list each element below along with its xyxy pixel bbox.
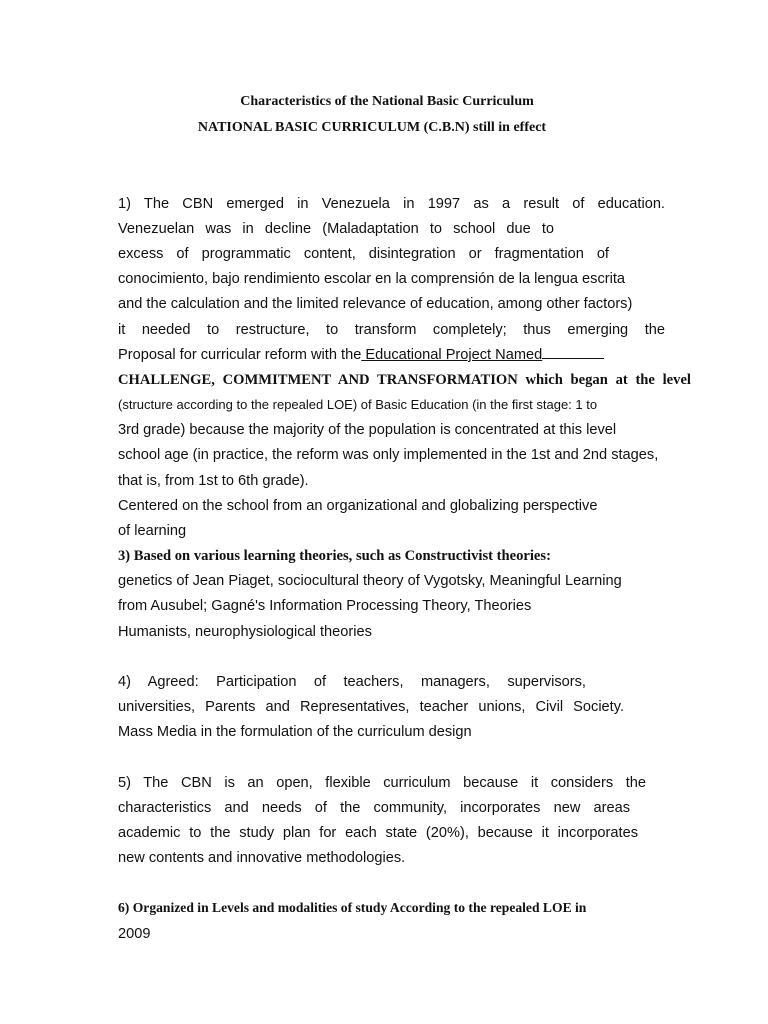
project-name-underlined: Educational Project Named — [361, 347, 543, 363]
section-heading: 3) Based on various learning theories, such as Constructivist theories: — [118, 548, 551, 564]
paragraph-line: conocimiento, bajo rendimiento escolar en la comprensión de la lengua escrita — [118, 271, 626, 287]
paragraph-line: Venezuelan was in decline (Maladaptation to school due to — [118, 221, 554, 237]
paragraph-line: excess of programmatic content, disintegration or fragmentation of — [118, 246, 609, 262]
paragraph-line: academic to the study plan for each state (20%), because it incorporates — [118, 825, 638, 841]
paragraph-line: that is, from 1st to 6th grade). — [118, 473, 309, 489]
paragraph-line: (structure according to the repealed LOE) of Basic Education (in the first stage: 1 to — [118, 397, 598, 412]
paragraph-line: Humanists, neurophysiological theories — [118, 624, 372, 640]
paragraph-line: 5) The CBN is an open, flexible curriculum because it considers the — [118, 775, 646, 791]
underline-blank — [542, 345, 604, 359]
paragraph-line — [118, 370, 691, 390]
paragraph-line: and the calculation and the limited relevance of education, among other factors) — [118, 296, 633, 312]
section-heading: 6) Organized in Levels and modalities of study According to the repealed LOE in — [118, 900, 587, 915]
paragraph-line: of learning — [118, 523, 187, 539]
reform-proposal-text: Proposal for curricular reform with the — [118, 347, 362, 363]
paragraph-line: Centered on the school from an organizational and globalizing perspective — [118, 498, 598, 514]
paragraph-line: school age (in practice, the reform was only implemented in the 1st and 2nd stages, — [118, 447, 659, 463]
paragraph-line: genetics of Jean Piaget, sociocultural theory of Vygotsky, Meaningful Learning — [118, 573, 622, 589]
paragraph-line: Mass Media in the formulation of the curriculum design — [118, 724, 472, 740]
paragraph-line: new contents and innovative methodologies. — [118, 850, 406, 866]
paragraph-line: universities, Parents and Representatives, teacher unions, Civil Society. — [118, 699, 624, 715]
paragraph-line — [118, 345, 665, 365]
paragraph-line: characteristics and needs of the community, incorporates new areas — [118, 800, 630, 816]
paragraph-line: 2009 — [118, 926, 151, 942]
paragraph-line: 1) The CBN emerged in Venezuela in 1997 as a result of education. — [118, 196, 665, 212]
paragraph-line: 3rd grade) because the majority of the population is concentrated at this level — [118, 422, 617, 438]
project-level-text: which began at the level — [517, 372, 691, 388]
document-subtitle: NATIONAL BASIC CURRICULUM (C.B.N) still in effect — [197, 120, 547, 135]
document-title: Characteristics of the National Basic Curriculum — [240, 94, 534, 109]
paragraph-line: from Ausubel; Gagné's Information Processing Theory, Theories — [118, 598, 532, 614]
project-title-bold: CHALLENGE, COMMITMENT AND TRANSFORMATION — [118, 372, 518, 388]
paragraph-line: 4) Agreed: Participation of teachers, managers, supervisors, — [118, 674, 586, 690]
paragraph-line: it needed to restructure, to transform completely; thus emerging the — [118, 322, 665, 338]
